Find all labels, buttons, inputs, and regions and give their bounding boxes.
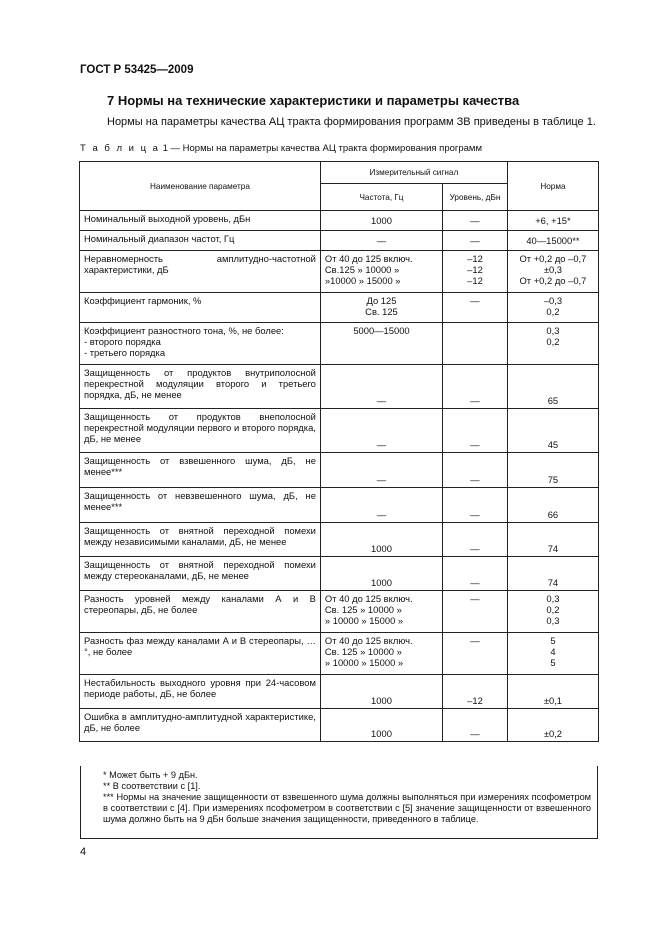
level-cell [443,409,508,453]
frequency-cell [320,523,442,557]
norm-line: 75 [547,474,559,485]
level-line: — [470,543,480,554]
frequency-line: Св. 125 [365,306,398,317]
level-cell [443,633,508,675]
frequency-line: 1000 [371,215,392,226]
norm-line: 40—15000** [526,235,580,246]
frequency-line: 1000 [371,695,392,706]
level-line: –12 [467,264,483,275]
param-line: - третьего порядка [84,347,166,358]
frequency-line: 1000 [371,577,392,588]
norm-line: 0,3 [546,325,560,336]
frequency-cell [320,591,442,633]
param-cell [80,323,321,365]
param-line: Защищенность от продуктов внутриполосной перекрестной модуляции второго и третьего порядка, дБ, не менее [84,367,316,400]
norm-cell [507,557,598,591]
param-line: Коэффициент разностного тона, %, не более: [84,325,284,336]
level-cell [443,488,508,523]
frequency-cell [320,293,442,323]
frequency-line: До 125 [366,295,397,306]
frequency-cell [320,231,442,251]
norm-cell [507,523,598,557]
param-line: Номинальный выходной уровень, дБн [84,213,251,224]
table-footnotes [80,766,598,839]
table-row [80,453,599,488]
norm-cell [507,633,598,675]
norm-cell [507,409,598,453]
level-cell [443,709,508,742]
param-line: Защищенность от внятной переходной помехи между независимыми каналами, дБ, не менее [84,525,316,547]
level-line: –12 [467,275,483,286]
norm-cell [507,251,598,293]
norm-line: –0,3 [543,295,563,306]
level-line: — [470,593,480,604]
param-cell [80,633,321,675]
level-cell [443,251,508,293]
table-row [80,557,599,591]
level-cell [443,323,508,365]
frequency-line: 5000—15000 [353,325,410,336]
frequency-line: 1000 [371,728,392,739]
param-line: Неравномерность амплитудно-частотной характеристики, дБ [84,253,316,275]
level-line: — [470,577,480,588]
norm-cell [507,488,598,523]
frequency-line: » 10000 » 15000 » [324,657,404,668]
norm-line: 0,3 [546,615,560,626]
table-caption [80,143,482,154]
norm-line: +6, +15* [535,215,571,226]
table-row [80,231,599,251]
level-cell [443,293,508,323]
norm-cell [507,293,598,323]
norm-line: 65 [547,395,559,406]
table-row [80,251,599,293]
level-line: — [470,474,480,485]
norm-line: 74 [547,577,559,588]
param-line: Защищенность от внятной переходной помехи между стереоканалами, дБ, не менее [84,559,316,581]
norm-line: ±0,2 [543,728,563,739]
frequency-cell [320,365,442,409]
level-cell [443,231,508,251]
norm-line: 0,2 [546,604,560,615]
level-cell [443,557,508,591]
norm-cell [507,211,598,231]
param-cell [80,409,321,453]
norm-line: 74 [547,543,559,554]
param-line: Ошибка в амплитудно-амплитудной характеристике, дБ, не более [84,711,316,733]
param-cell [80,675,321,709]
param-cell [80,251,321,293]
param-cell [80,453,321,488]
norm-line: 45 [547,439,559,450]
frequency-cell [320,453,442,488]
norm-cell [507,323,598,365]
norm-line: 66 [547,509,559,520]
frequency-line: Св.125 » 10000 » [324,264,400,275]
table-caption-text: 1 — Нормы на параметры качества АЦ тракта формирования программ [159,143,482,154]
norm-cell [507,591,598,633]
level-cell [443,211,508,231]
table-row [80,365,599,409]
norms-table [79,161,599,742]
table-row [80,709,599,742]
level-cell [443,675,508,709]
frequency-cell [320,211,442,231]
table-row [80,633,599,675]
frequency-cell [320,409,442,453]
frequency-line: От 40 до 125 включ. [324,253,413,264]
footnote-2: ** В соответствии с [1]. [103,781,201,791]
header-measurement-signal: Измерительный сигнал [320,162,507,184]
param-line: Защищенность от невзвешенного шума, дБ, не менее*** [84,490,316,512]
frequency-line: — [376,235,387,246]
level-cell [443,591,508,633]
frequency-line: От 40 до 125 включ. [324,635,413,646]
frequency-cell [320,675,442,709]
level-line: — [470,439,480,450]
level-line: — [470,235,480,246]
param-cell [80,293,321,323]
frequency-line: 1000 [371,543,392,554]
footnote-3: *** Нормы на значение защищенности от взвешенного шума должны выполняться при измерениях псофометром в соответствии с [4]. При измерениях псофометром в соответствии с [5] значение защищенности от взвешенного шума должно быть на 9 дБн больше значения защищенности, приведенного в таблице. [103,792,591,824]
param-cell [80,365,321,409]
frequency-line: — [376,395,387,406]
page-number: 4 [80,846,87,858]
table-row [80,211,599,231]
frequency-cell [320,557,442,591]
level-line: — [470,395,480,406]
frequency-line: От 40 до 125 включ. [324,593,413,604]
param-line: Коэффициент гармоник, % [84,295,202,306]
frequency-line: Св. 125 » 10000 » [324,646,402,657]
level-line: –12 [467,695,483,706]
level-line: — [470,635,480,646]
intro-paragraph: Нормы на параметры качества АЦ тракта формирования программ ЗВ приведены в таблице 1. [107,116,596,128]
table-row [80,523,599,557]
param-line: Номинальный диапазон частот, Гц [84,233,235,244]
header-level: Уровень, дБн [443,184,508,211]
norm-line: ±0,3 [543,264,563,275]
norm-cell [507,365,598,409]
norm-line: 5 [550,657,556,668]
frequency-line: » 10000 » 15000 » [324,615,404,626]
frequency-line: — [376,439,387,450]
param-cell [80,709,321,742]
param-cell [80,591,321,633]
norm-line: От +0,2 до –0,7 [519,253,587,264]
param-line: Разность фаз между каналами А и В стереопары, … °, не более [84,635,316,657]
norm-line: 0,2 [546,336,560,347]
param-line: Разность уровней между каналами А и В стереопары, дБ, не более [84,593,316,615]
level-cell [443,453,508,488]
frequency-cell [320,709,442,742]
param-cell [80,211,321,231]
table-caption-prefix: Т а б л и ц а [80,143,160,154]
level-line: — [470,728,480,739]
param-line: Защищенность от взвешенного шума, дБ, не менее*** [84,455,316,477]
norm-line: От +0,2 до –0,7 [519,275,587,286]
frequency-cell [320,633,442,675]
section-title: 7 Нормы на технические характеристики и параметры качества [107,93,520,108]
frequency-line: — [376,474,387,485]
param-cell [80,557,321,591]
param-line: Защищенность от продуктов внеполосной перекрестной модуляции первого и второго порядка, дБ, не менее [84,411,316,444]
table-row [80,293,599,323]
frequency-cell [320,323,442,365]
table-row [80,591,599,633]
table-row [80,488,599,523]
norm-line: 0,3 [546,593,560,604]
norm-cell [507,675,598,709]
table-row [80,675,599,709]
param-cell [80,523,321,557]
frequency-cell [320,251,442,293]
param-cell [80,231,321,251]
level-cell [443,523,508,557]
level-line: –12 [467,253,483,264]
norm-line: 0,2 [546,306,560,317]
frequency-cell [320,488,442,523]
param-line: - второго порядка [84,336,161,347]
norm-line: 5 [550,635,556,646]
level-cell [443,365,508,409]
frequency-line: Св. 125 » 10000 » [324,604,402,615]
level-line: — [470,215,480,226]
norm-cell [507,709,598,742]
standard-designation: ГОСТ Р 53425—2009 [80,64,194,76]
header-norm: Норма [507,162,598,211]
param-line: Нестабильность выходного уровня при 24-часовом периоде работы, дБ, не более [84,677,316,699]
level-line: — [470,509,480,520]
norm-cell [507,453,598,488]
header-parameter: Наименование параметра [80,162,321,211]
table-row [80,323,599,365]
footnote-1: * Может быть + 9 дБн. [103,770,198,780]
norm-cell [507,231,598,251]
param-cell [80,488,321,523]
norm-line: ±0,1 [543,695,563,706]
norm-line: 4 [550,646,556,657]
header-frequency: Частота, Гц [320,184,442,211]
table-row [80,409,599,453]
level-line: — [470,295,480,306]
frequency-line: — [376,509,387,520]
frequency-line: »10000 » 15000 » [324,275,401,286]
